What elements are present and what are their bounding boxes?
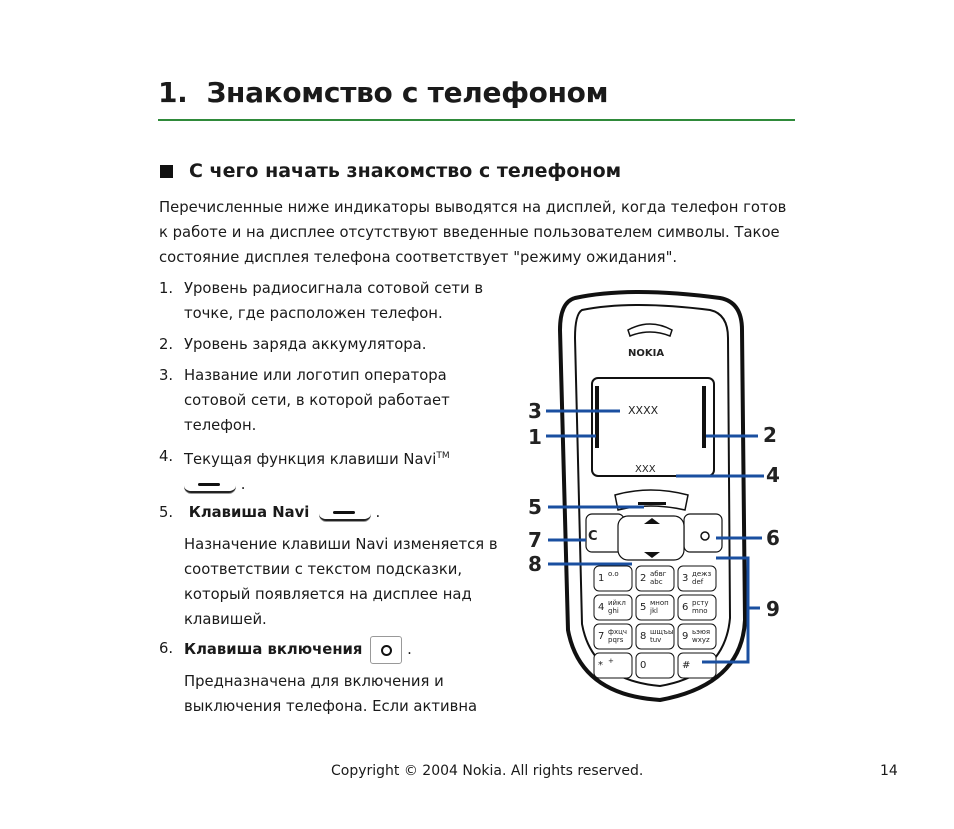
power-key-description: Предназначена для включения и выключения телефона. Если активна — [184, 673, 478, 715]
keypad-letters: def — [692, 578, 704, 586]
signal-bars — [595, 386, 599, 448]
keypad-digit: 8 — [640, 631, 647, 642]
callout-7: 7 — [528, 528, 542, 552]
keypad-digit: 1 — [598, 573, 605, 584]
callout-1: 1 — [528, 425, 542, 449]
keypad-digit: 3 — [682, 573, 689, 584]
list-number: 6. — [159, 640, 174, 657]
navi-key-bar — [638, 502, 666, 505]
keypad-letters: ийкл — [608, 599, 626, 607]
keypad-digit: 7 — [598, 631, 605, 642]
callout-3: 3 — [528, 399, 542, 423]
phone-display — [592, 378, 714, 476]
list-number: 1. — [159, 280, 174, 297]
callout-9: 9 — [766, 597, 780, 621]
keypad-letters: wxyz — [692, 636, 710, 644]
keypad-digit: # — [682, 660, 691, 671]
callout-8: 8 — [528, 552, 542, 576]
keypad-letters: мноп — [650, 599, 669, 607]
clear-key-label: C — [588, 529, 598, 544]
keypad-letters: abc — [650, 578, 663, 586]
list-end: . — [240, 475, 246, 493]
callout-6: 6 — [766, 526, 780, 550]
chapter-title-text: Знакомство с телефоном — [206, 76, 609, 109]
navi-key-icon — [319, 505, 371, 521]
keypad-letters: фхцч — [608, 628, 628, 636]
phone-illustration — [520, 290, 790, 710]
keypad-letters: рсту — [692, 599, 709, 607]
keypad-letters: дежз — [692, 570, 712, 578]
chapter-title — [158, 76, 608, 109]
list-number: 5. — [159, 504, 174, 521]
keypad-letters: + — [608, 657, 614, 665]
keypad-letters: ghi — [608, 607, 619, 615]
callout-2: 2 — [763, 423, 777, 447]
list-text: Текущая функция клавиши Navi — [184, 450, 437, 468]
keypad-letters: tuv — [650, 636, 662, 644]
list-text: Название или логотип оператора сотовой сети, в которой работает телефон. — [184, 367, 450, 434]
copyright-footer: Copyright © 2004 Nokia. All rights reserved. — [331, 763, 644, 779]
battery-bars — [702, 386, 706, 448]
callout-4: 4 — [766, 463, 780, 487]
list-text: Уровень радиосигнала сотовой сети в точке, где расположен телефон. — [184, 280, 484, 322]
keypad-letters: mno — [692, 607, 708, 615]
list-number: 2. — [159, 336, 174, 353]
softkey-text: XXX — [635, 464, 656, 475]
keypad-digit: 9 — [682, 631, 689, 642]
keypad-digit: 0 — [640, 660, 647, 671]
keypad-letters: шщъы — [650, 628, 674, 636]
keypad-digit: 2 — [640, 573, 647, 584]
navi-key-icon — [184, 477, 236, 493]
chapter-rule — [158, 119, 795, 121]
section-title: С чего начать знакомство с телефоном — [189, 160, 622, 182]
section-heading — [160, 160, 621, 182]
keypad-letters: абвг — [650, 570, 667, 578]
navi-key-description: Назначение клавиши Navi изменяется в соответствии с текстом подсказки, который появляется на дисплее над клавишей. — [184, 536, 498, 628]
power-key-icon — [370, 636, 402, 664]
keypad-digit: 5 — [640, 602, 647, 613]
list-number: 3. — [159, 367, 174, 384]
operator-logo: XXXX — [628, 404, 659, 417]
list-text: Уровень заряда аккумулятора. — [184, 336, 427, 353]
list-number: 4. — [159, 448, 174, 465]
intro-paragraph: Перечисленные ниже индикаторы выводятся на дисплей, когда телефон готов к работе и на дисплее отсутствуют введенные пользователем символы. Такое состояние дисплея телефона соответствует "режиму ожидания". — [159, 199, 787, 266]
keypad-letters: pqrs — [608, 636, 624, 644]
keypad-digit: * — [598, 660, 603, 671]
callout-5: 5 — [528, 495, 542, 519]
keypad-letters: o.o — [608, 570, 619, 578]
keypad-letters: ьэюя — [692, 628, 711, 636]
chapter-number: 1. — [158, 76, 188, 109]
brand-logo: NOKIA — [628, 348, 665, 359]
keypad-digit: 6 — [682, 602, 689, 613]
keypad-letters: jkl — [650, 607, 658, 615]
list-end: . — [375, 504, 381, 521]
page-number: 14 — [880, 763, 898, 779]
list-title: Клавиша включения — [184, 641, 363, 658]
square-bullet-icon — [160, 165, 173, 178]
list-end: . — [407, 641, 412, 658]
trademark-sup: TM — [436, 451, 450, 461]
list-title: Клавиша Navi — [188, 504, 310, 521]
keypad-digit: 4 — [598, 602, 605, 613]
